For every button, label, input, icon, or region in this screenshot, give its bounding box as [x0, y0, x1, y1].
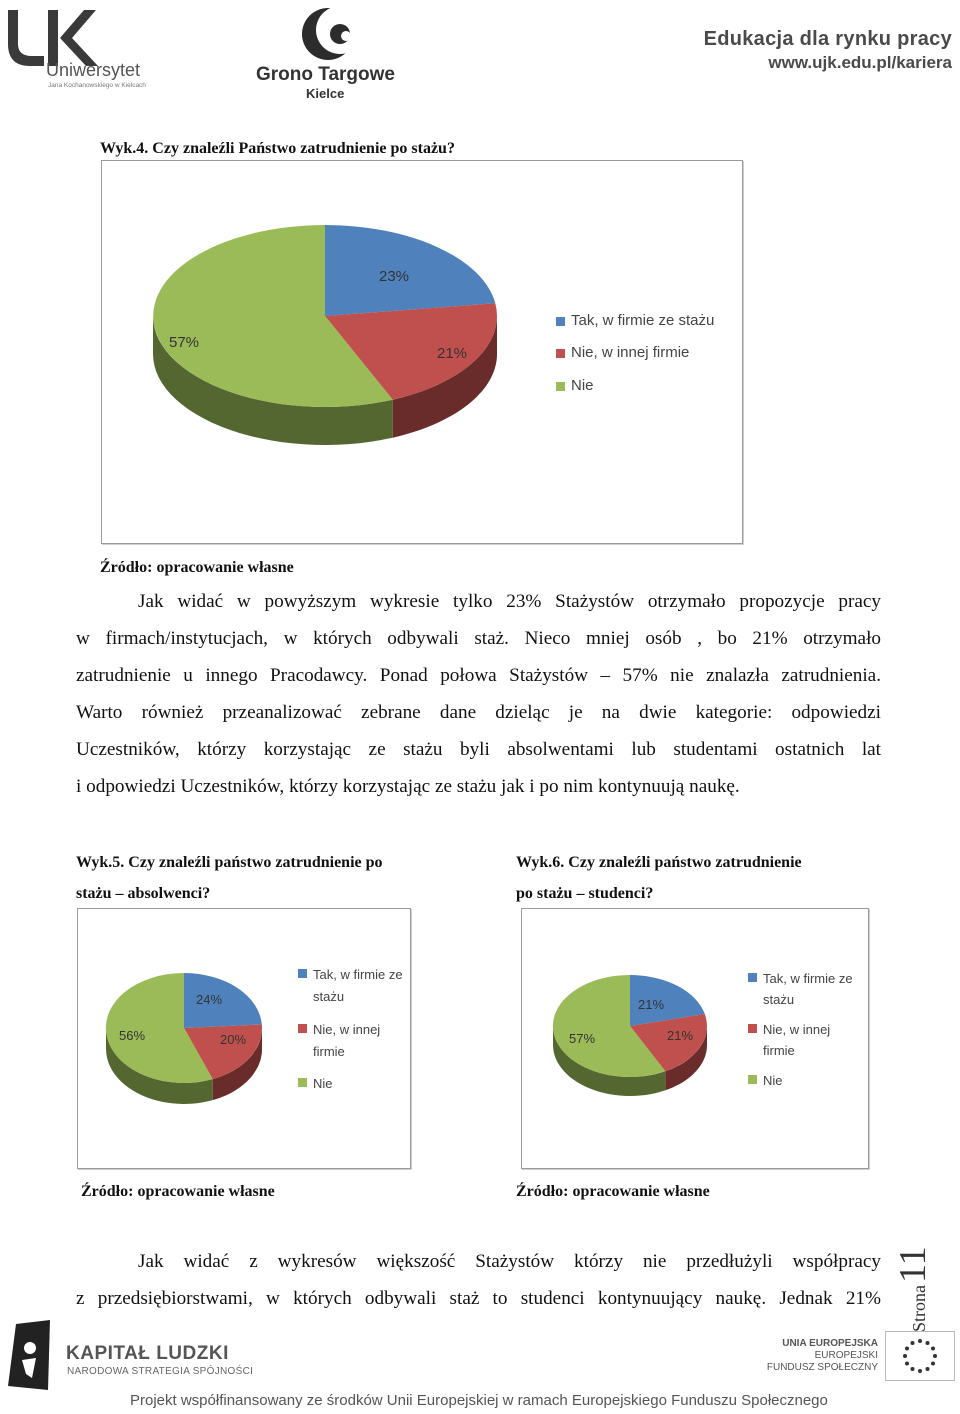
paragraph-line: w firmach/instytucjach, w których odbywali staż. Nieco mniej osób , bo 21% otrzymało	[76, 628, 881, 649]
chart1-legend-label: Nie, w innej firmie	[571, 344, 690, 361]
paragraph-line: zatrudnienie u innego Pracodawcy. Ponad połowa Stażystów – 57% nie znalazła zatrudnienia.	[76, 665, 881, 686]
eu-star	[905, 1347, 909, 1351]
chart2-legend-item	[298, 1019, 398, 1063]
chart2-caption-line: Wyk.5. Czy znaleźli państwo zatrudnienie po	[76, 854, 383, 871]
chart1-source: Źródło: opracowanie własne	[100, 559, 294, 576]
chart2-legend-item	[298, 964, 403, 1008]
eu-star	[926, 1341, 930, 1345]
legend-swatch-green	[556, 382, 565, 391]
page-label-word: Strona	[909, 1285, 929, 1332]
pie-slice	[325, 225, 495, 316]
chart2-legend-label: Nie, w innej firmie	[313, 1022, 381, 1059]
chart1-legend-item	[556, 377, 594, 394]
pie-data-label: 56%	[118, 1028, 146, 1043]
pie-data-label: 23%	[378, 268, 410, 285]
eu-star	[918, 1369, 922, 1373]
chart3-legend-label: Tak, w firmie ze stażu	[763, 971, 853, 1007]
legend-swatch-green	[298, 1078, 307, 1087]
ue-line: EUROPEJSKI	[814, 1350, 878, 1361]
ue-line: FUNDUSZ SPOŁECZNY	[766, 1362, 878, 1373]
eu-stars-icon	[886, 1332, 954, 1380]
chart1-caption: Wyk.4. Czy znaleźli Państwo zatrudnienie po stażu?	[100, 140, 455, 157]
uk-logo-sub: Jana Kochanowskiego w Kielcach	[48, 82, 146, 89]
paragraph-line: Warto również przeanalizować zebrane dane dzieląc je na dwie kategorie: odpowiedzi	[76, 702, 881, 723]
uk-logo-name: Uniwersytet	[46, 60, 141, 80]
kapital-ludzki-icon	[2, 1318, 62, 1392]
edu-title: Edukacja dla rynku pracy	[703, 28, 952, 50]
legend-swatch-red	[298, 1024, 307, 1033]
page-number: 11	[892, 1246, 934, 1283]
eu-star	[931, 1347, 935, 1351]
page-label	[891, 1246, 935, 1332]
eu-star	[911, 1341, 915, 1345]
pie-data-label: 20%	[219, 1032, 247, 1047]
edu-url: www.ujk.edu.pl/kariera	[768, 53, 952, 72]
chart1-box	[101, 160, 743, 544]
chart3-legend-item	[748, 968, 858, 1010]
paragraph-2	[76, 1243, 881, 1317]
pie-data-label: 57%	[168, 334, 200, 351]
paragraph-line: Uczestników, którzy korzystając ze stażu byli absolwentami lub studentami ostatnich lat	[76, 739, 881, 760]
chart3-caption-line: po stażu – studenci?	[516, 885, 654, 902]
eu-star	[905, 1362, 909, 1366]
chart2-legend-label: Nie	[313, 1076, 333, 1091]
pie-data-label: 21%	[637, 997, 665, 1012]
kl-sub: NARODOWA STRATEGIA SPÓJNOŚCI	[67, 1366, 254, 1377]
chart2-legend-item	[298, 1073, 333, 1095]
grono-moon-icon	[250, 4, 420, 66]
pie-data-label: 57%	[568, 1031, 596, 1046]
ue-line: UNIA EUROPEJSKA	[782, 1338, 878, 1349]
eu-star	[933, 1354, 937, 1358]
ue-text	[760, 1338, 878, 1374]
paragraph-line: Jak widać w powyższym wykresie tylko 23% Stażystów otrzymało propozycje pracy	[138, 591, 881, 612]
paragraph-line: Jak widać z wykresów większość Stażystów którzy nie przedłużyli współpracy	[138, 1251, 881, 1272]
legend-swatch-blue	[298, 969, 307, 978]
eu-star	[926, 1367, 930, 1371]
legend-swatch-blue	[748, 973, 757, 982]
chart1-legend-label: Nie	[571, 377, 594, 394]
chart3-box	[521, 908, 869, 1169]
eu-flag	[885, 1331, 955, 1381]
chart3-source: Źródło: opracowanie własne	[516, 1183, 710, 1200]
chart3-legend-label: Nie	[763, 1073, 783, 1088]
eu-star	[931, 1362, 935, 1366]
eu-star	[918, 1339, 922, 1343]
chart2-caption-line: stażu – absolwenci?	[76, 885, 211, 902]
chart2-legend-label: Tak, w firmie ze stażu	[313, 967, 403, 1004]
chart2-box	[77, 908, 411, 1169]
chart2-caption	[76, 847, 383, 909]
kapital-ludzki-logo	[2, 1318, 62, 1392]
chart3-legend-item	[748, 1019, 848, 1061]
paragraph-line: z przedsiębiorstwami, w których odbywali staż to studenci kontynuujący naukę. Jednak 21%	[76, 1288, 881, 1309]
eu-star	[903, 1354, 907, 1358]
legend-swatch-red	[748, 1024, 757, 1033]
chart3-legend-item	[748, 1070, 783, 1091]
legend-swatch-red	[556, 349, 565, 358]
chart3-legend-label: Nie, w innej firmie	[763, 1022, 831, 1058]
grono-logo	[250, 4, 420, 100]
pie-data-label: 21%	[436, 345, 468, 362]
chart1-legend-label: Tak, w firmie ze stażu	[571, 312, 715, 329]
chart3-caption-line: Wyk.6. Czy znaleźli państwo zatrudnienie	[516, 854, 802, 871]
legend-swatch-blue	[556, 317, 565, 326]
footer-project-line: Projekt współfinansowany ze środków Unii Europejskiej w ramach Europejskiego Funduszu Społecznego	[130, 1392, 828, 1409]
kl-title: KAPITAŁ LUDZKI	[66, 1343, 229, 1364]
chart2-source: Źródło: opracowanie własne	[81, 1183, 275, 1200]
pie-data-label: 24%	[195, 992, 223, 1007]
legend-swatch-green	[748, 1075, 757, 1084]
pie-data-label: 21%	[666, 1028, 694, 1043]
grono-city: Kielce	[306, 86, 345, 101]
grono-title: Grono Targowe	[256, 64, 395, 85]
chart3-caption	[516, 847, 802, 909]
uk-logo	[4, 4, 164, 94]
chart1-legend-item	[556, 344, 689, 361]
paragraph-line: i odpowiedzi Uczestników, którzy korzystając ze stażu jak i po nim kontynuują naukę.	[76, 776, 740, 797]
header-right	[704, 28, 952, 73]
paragraph-1	[76, 583, 881, 805]
eu-star	[911, 1367, 915, 1371]
chart1-legend-item	[556, 312, 714, 329]
